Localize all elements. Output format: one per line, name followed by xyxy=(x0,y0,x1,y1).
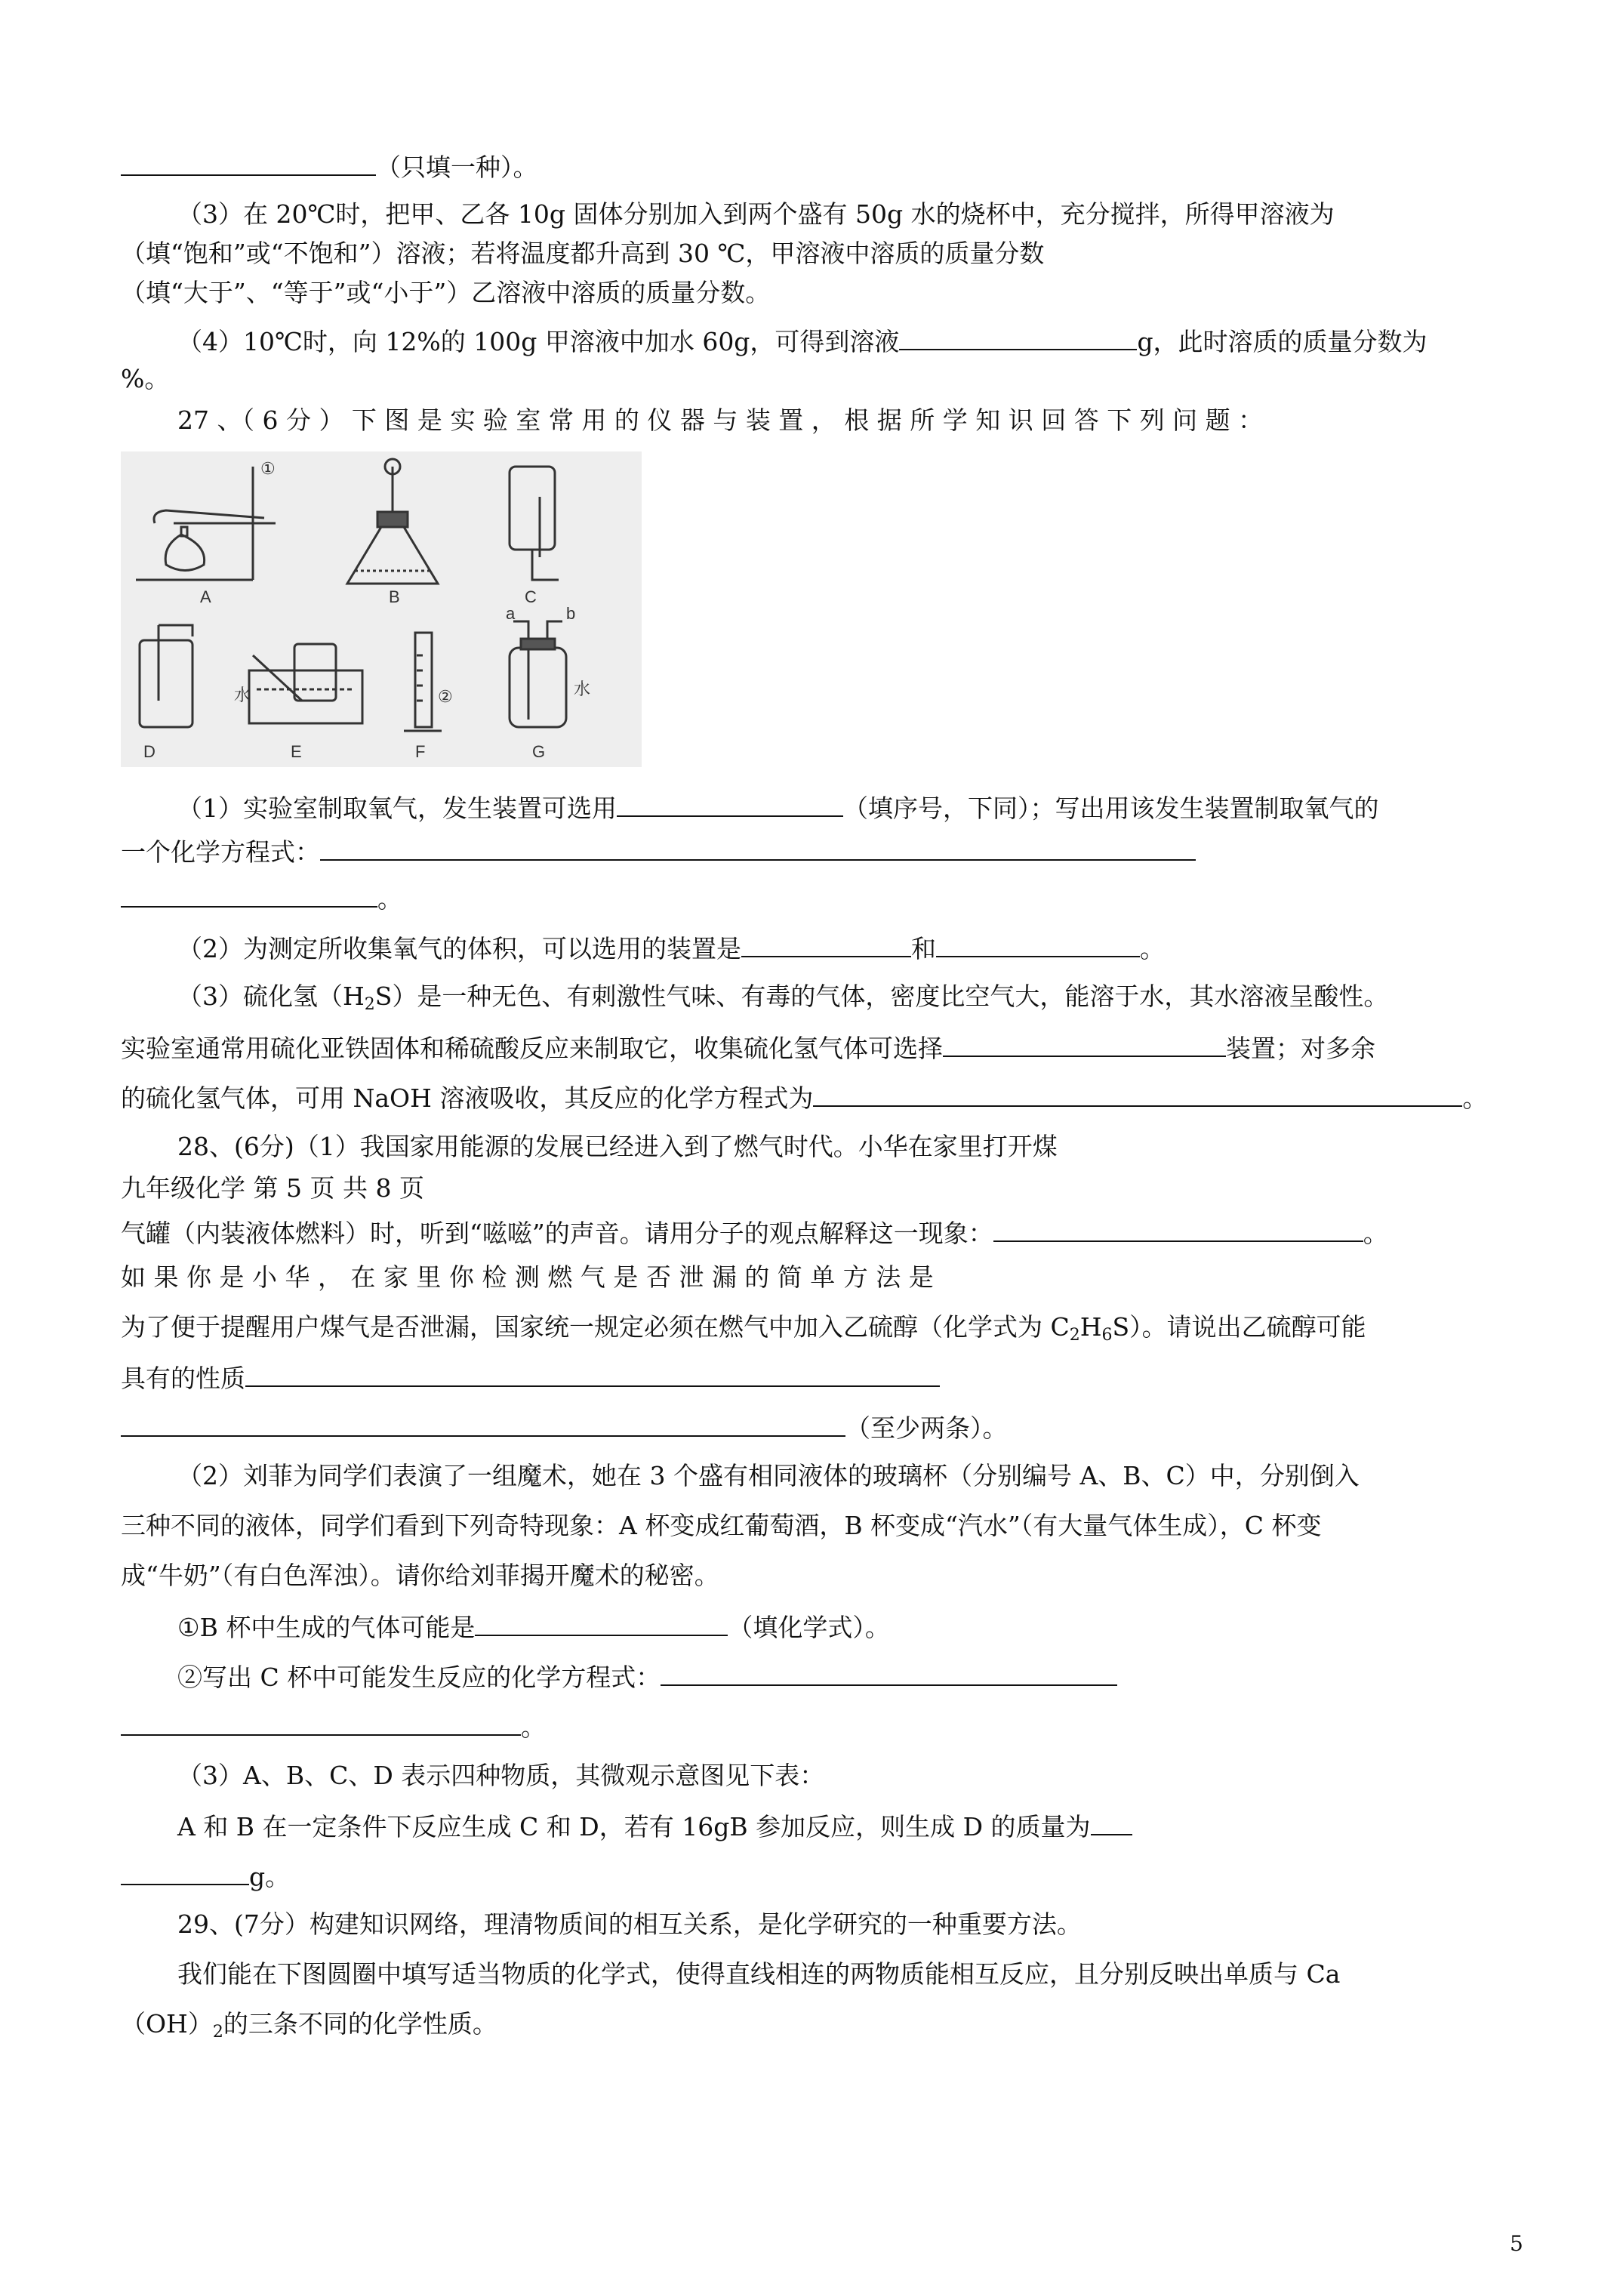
q28-2-line-4 xyxy=(177,1609,890,1644)
answer-blank[interactable] xyxy=(121,1709,521,1736)
q28-2-line-5 xyxy=(177,1659,1117,1694)
figure-label: E xyxy=(291,742,302,761)
q28-2-line-6 xyxy=(121,1709,546,1744)
apparatus-f xyxy=(404,633,442,731)
text: 具有的性质 xyxy=(121,1364,245,1393)
apparatus-g xyxy=(510,621,566,727)
text: （3）硫化氢（H xyxy=(177,982,365,1011)
text: 气罐（内装液体燃料）时，听到“嗞嗞”的声音。请用分子的观点解释这一现象： xyxy=(121,1219,993,1248)
answer-blank[interactable] xyxy=(943,1030,1226,1057)
q29-heading: 29、(7分）构建知识网络，理清物质间的相互关系，是化学研究的一种重要方法。 xyxy=(177,1909,1082,1939)
text: H xyxy=(1079,1312,1102,1342)
q28-1-line-3 xyxy=(121,1311,1366,1344)
apparatus-diagram xyxy=(121,451,642,767)
text: S）是一种无色、有刺激性气味、有毒的气体，密度比空气大，能溶于水，其水溶液呈酸性。 xyxy=(374,982,1389,1011)
q28-1-line-2: 如 果 你 是 小 华 ， 在 家 里 你 检 测 燃 气 是 否 泄 漏 的 简 单 方 法 是 xyxy=(121,1262,934,1292)
answer-blank[interactable] xyxy=(1091,1808,1132,1835)
figure-label: ② xyxy=(438,687,453,706)
figure-label: F xyxy=(415,742,426,761)
q29-line-3 xyxy=(121,2008,497,2041)
text: 装置；对多余 xyxy=(1226,1034,1375,1063)
figure-label: G xyxy=(532,742,546,761)
text: ②写出 C 杯中可能发生反应的化学方程式： xyxy=(177,1663,661,1692)
answer-blank[interactable] xyxy=(121,1858,249,1885)
apparatus-b xyxy=(347,459,438,584)
page-number: 5 xyxy=(1510,2231,1523,2256)
text: 的三条不同的化学性质。 xyxy=(223,2009,497,2039)
q27-3-line-2 xyxy=(121,1030,1375,1065)
q26-line-1 xyxy=(121,149,538,184)
q27-3-line-3 xyxy=(121,1080,1487,1115)
q28-2-line-2: 三种不同的液体，同学们看到下列奇特现象：A 杯变成红葡萄酒，B 杯变成“汽水”（有大量气体生成），C 杯变 xyxy=(121,1511,1322,1540)
q27-1-line-2 xyxy=(121,834,1196,869)
text: A 和 B 在一定条件下反应生成 C 和 D，若有 16gB 参加反应，则生成 D 的质量为 xyxy=(177,1812,1091,1841)
text: 。 xyxy=(1363,1219,1388,1248)
text: （只填一种）。 xyxy=(376,153,538,182)
q28-1-line-4 xyxy=(121,1360,940,1395)
text: 。 xyxy=(1462,1083,1488,1113)
figure-label: D xyxy=(143,742,156,761)
answer-blank[interactable] xyxy=(899,323,1137,350)
q26-3-line-1: （3）在 20℃时，把甲、乙各 10g 固体分别加入到两个盛有 50g 水的烧杯中，充分搅拌，所得甲溶液为 xyxy=(177,199,1335,229)
q28-2-line-3: 成“牛奶”（有白色浑浊）。请你给刘菲揭开魔术的秘密。 xyxy=(121,1561,719,1590)
answer-blank[interactable] xyxy=(813,1080,1462,1107)
answer-blank[interactable] xyxy=(475,1609,728,1636)
text: 。 xyxy=(521,1712,546,1742)
q28-2-line-1: （2）刘菲为同学们表演了一组魔术，她在 3 个盛有相同液体的玻璃杯（分别编号 A、B、C）中，分别倒入 xyxy=(177,1461,1360,1490)
subscript: 2 xyxy=(212,2023,223,2042)
answer-blank[interactable] xyxy=(320,834,1196,861)
q29-line-2: 我们能在下图圆圈中填写适当物质的化学式，使得直线相连的两物质能相互反应，且分别反映出单质与 Ca xyxy=(177,1959,1341,1989)
q28-3-line-3 xyxy=(121,1858,290,1894)
text: S）。请说出乙硫醇可能 xyxy=(1112,1312,1366,1342)
answer-blank[interactable] xyxy=(121,880,377,908)
answer-blank[interactable] xyxy=(936,930,1140,957)
text: 实验室通常用硫化亚铁固体和稀硫酸反应来制取它，收集硫化氢气体可选择 xyxy=(121,1034,943,1063)
page-footer: 九年级化学 第 5 页 共 8 页 xyxy=(121,1173,424,1203)
answer-blank[interactable] xyxy=(121,149,376,176)
text: 。 xyxy=(377,884,402,914)
apparatus-e xyxy=(249,644,362,723)
figure-label: 水 xyxy=(234,686,251,704)
figure-label: A xyxy=(200,587,211,606)
text: 的硫化氢气体，可用 NaOH 溶液吸收，其反应的化学方程式为 xyxy=(121,1083,814,1113)
text: （填化学式）。 xyxy=(728,1613,890,1642)
q28-1-line-5 xyxy=(121,1410,1008,1445)
text: g。 xyxy=(249,1862,291,1891)
answer-blank[interactable] xyxy=(245,1360,940,1387)
figure-label: 水 xyxy=(574,680,591,698)
q28-3-line-1: （3）A、B、C、D 表示四种物质，其微观示意图见下表： xyxy=(177,1761,825,1790)
subscript: 6 xyxy=(1101,1326,1113,1345)
answer-blank[interactable] xyxy=(993,1215,1363,1242)
text: （1）实验室制取氧气，发生装置可选用 xyxy=(177,794,617,823)
q27-1-line-1 xyxy=(177,790,1379,825)
q28-1-line-1 xyxy=(121,1215,1388,1250)
q27-1-line-3 xyxy=(121,880,402,916)
lab-apparatus-figure xyxy=(121,451,642,767)
q27-2-line xyxy=(177,930,1165,966)
q26-4-line-2: %。 xyxy=(121,364,170,393)
text: （OH） xyxy=(121,2009,213,2039)
q27-heading: 27 、（ 6 分 ） 下 图 是 实 验 室 常 用 的 仪 器 与 装 置 ， 根 据 所 学 知 识 回 答 下 列 问 题 ： xyxy=(177,405,1264,435)
figure-label: ① xyxy=(260,459,276,478)
q26-3-line-2: （填“饱和”或“不饱和”）溶液；若将温度都升高到 30 ℃，甲溶液中溶质的质量分数 xyxy=(121,239,1045,268)
text: 和 xyxy=(911,934,936,963)
text: ①B 杯中生成的气体可能是 xyxy=(177,1613,476,1642)
figure-label: a xyxy=(506,604,516,623)
text: （2）为测定所收集氧气的体积，可以选用的装置是 xyxy=(177,934,741,963)
text: 一个化学方程式： xyxy=(121,837,320,867)
answer-blank[interactable] xyxy=(121,1410,845,1437)
text: （填序号，下同）；写出用该发生装置制取氧气的 xyxy=(843,794,1379,823)
text: g，此时溶质的质量分数为 xyxy=(1137,327,1427,356)
answer-blank[interactable] xyxy=(661,1659,1117,1686)
answer-blank[interactable] xyxy=(617,790,843,817)
q26-3-line-3: （填“大于”、“等于”或“小于”）乙溶液中溶质的质量分数。 xyxy=(121,278,771,307)
q28-3-line-2 xyxy=(177,1808,1132,1844)
subscript: 2 xyxy=(364,995,375,1014)
apparatus-c xyxy=(510,467,559,580)
figure-label: C xyxy=(525,587,537,606)
q28-heading: 28、(6分)（1）我国家用能源的发展已经进入到了燃气时代。小华在家里打开煤 xyxy=(177,1132,1058,1161)
answer-blank[interactable] xyxy=(741,930,911,957)
text: 为了便于提醒用户煤气是否泄漏，国家统一规定必须在燃气中加入乙硫醇（化学式为 C xyxy=(121,1312,1070,1342)
apparatus-a xyxy=(136,467,276,580)
q27-3-line-1 xyxy=(177,980,1388,1013)
figure-label: b xyxy=(566,604,576,623)
figure-label: B xyxy=(389,587,400,606)
text: 。 xyxy=(1140,934,1165,963)
apparatus-d xyxy=(140,625,192,727)
text: （4）10℃时，向 12%的 100g 甲溶液中加水 60g，可得到溶液 xyxy=(177,327,900,356)
q26-4-line-1 xyxy=(177,323,1427,359)
subscript: 2 xyxy=(1069,1326,1080,1345)
text: （至少两条）。 xyxy=(845,1413,1008,1443)
